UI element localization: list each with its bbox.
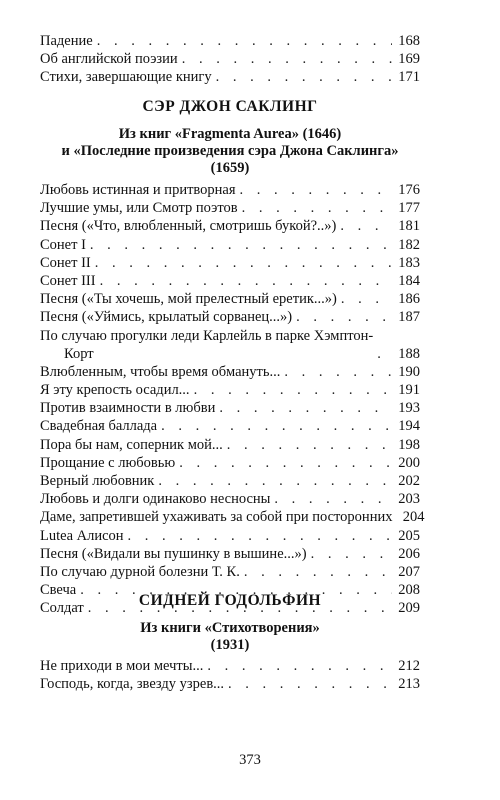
entry-title: Сонет II: [40, 254, 91, 271]
toc-list-godolphin: [40, 657, 420, 693]
toc-entry: [40, 181, 420, 199]
entry-page: 207: [398, 563, 420, 580]
book-heading: [40, 126, 420, 177]
toc-entry: [40, 236, 420, 254]
leader-dots: [244, 563, 392, 581]
entry-page: 205: [398, 527, 420, 544]
toc-entry: [40, 657, 420, 675]
toc-entry: [40, 363, 420, 381]
leader-dots: [100, 272, 392, 290]
author-heading: СИДНЕЙ ГОДОЛЬФИН: [138, 592, 322, 609]
leader-dots: [161, 417, 392, 435]
entry-page: 193: [398, 400, 420, 417]
entry-title: Против взаимности в любви: [40, 400, 216, 417]
entry-title: Не приходи в мои мечты...: [40, 658, 204, 674]
book-heading-line: и «Последние произведения сэра Джона Саклинга»: [61, 143, 399, 159]
leader-dots: [219, 399, 392, 417]
toc-entry: [40, 50, 420, 68]
toc-entry: [40, 527, 420, 545]
toc-entry: [40, 490, 420, 508]
leader-dots: [240, 181, 392, 199]
leader-dots: [242, 199, 392, 217]
toc-entry: [40, 675, 420, 693]
entry-title: Лучшие умы, или Смотр поэтов: [40, 200, 238, 217]
book-heading-line: (1931): [210, 637, 250, 653]
toc-entry: [40, 308, 420, 326]
entry-title: Песня («Видали вы пушинку в вышине...»): [40, 545, 307, 562]
entry-title: Стихи, завершающие книгу: [40, 69, 212, 86]
leader-dots: [182, 50, 392, 68]
entry-title: По случаю дурной болезни Т. К.: [40, 563, 240, 580]
toc-entry: [40, 68, 420, 86]
leader-dots: [227, 436, 392, 454]
leader-dots: [341, 290, 392, 308]
entry-title-line: По случаю прогулки леди Карлейль в парке Хэмптон-: [40, 327, 374, 344]
toc-entry: [40, 290, 420, 308]
entry-page: 176: [398, 182, 420, 198]
toc-entry: [40, 399, 420, 417]
leader-dots: [274, 490, 392, 508]
entry-title: Сонет III: [40, 272, 96, 289]
leader-dots: [340, 217, 392, 235]
book-heading-line: (1659): [210, 160, 250, 176]
page-number: 373: [239, 752, 261, 768]
entry-title: Падение: [40, 33, 93, 49]
toc-entry: [40, 381, 420, 399]
entry-page: 208: [398, 582, 420, 599]
toc-entry: [40, 217, 420, 235]
leader-dots: [377, 345, 392, 363]
leader-dots: [194, 381, 392, 399]
entry-title: Сонет I: [40, 236, 86, 253]
entry-page: 200: [398, 454, 420, 471]
entry-title: Пора бы нам, соперник мой...: [40, 436, 223, 453]
entry-title: Песня («Уймись, крылатый сорванец...»): [40, 309, 293, 326]
entry-title: Влюбленным, чтобы время обмануть...: [40, 363, 281, 380]
book-heading-line: Из книг «Fragmenta Aurea» (1646): [118, 126, 342, 142]
entry-page: 171: [398, 69, 420, 86]
entry-page: 177: [398, 200, 420, 217]
toc-entry: [40, 545, 420, 563]
toc-entry: [40, 327, 420, 363]
leader-dots: [207, 657, 392, 675]
entry-title: Свадебная баллада: [40, 418, 158, 435]
toc-entry: [40, 32, 420, 50]
entry-page: 187: [398, 309, 420, 326]
entry-page: 202: [398, 473, 420, 489]
entry-title: Я эту крепость осадил...: [40, 382, 190, 399]
entry-page: 188: [398, 345, 420, 362]
toc-list-top: [40, 32, 420, 87]
entry-page: 181: [398, 218, 420, 235]
leader-dots: [179, 454, 392, 472]
entry-page: 209: [398, 600, 420, 617]
entry-page: 168: [398, 33, 420, 49]
entry-page: 198: [398, 436, 420, 453]
entry-page: 190: [398, 363, 420, 380]
leader-dots: [97, 32, 392, 50]
entry-page: 186: [398, 291, 420, 308]
leader-dots: [216, 68, 392, 86]
entry-title: [40, 327, 373, 363]
entry-page: 213: [398, 676, 420, 693]
entry-title: Даме, запретившей ухаживать за собой при посторонних: [40, 509, 393, 526]
entry-page: 204: [402, 509, 425, 526]
leader-dots: [296, 308, 392, 326]
entry-page: 182: [398, 236, 420, 253]
entry-title: Прощание с любовью: [40, 454, 176, 471]
entry-title: Свеча: [40, 582, 77, 599]
entry-title: Господь, когда, звезду узрев...: [40, 676, 225, 693]
entry-title: Песня («Что, влюбленный, смотришь букой?..»): [40, 218, 337, 235]
leader-dots: [128, 527, 392, 545]
entry-page: 206: [398, 545, 420, 562]
toc-entry: [40, 454, 420, 472]
entry-title: Верный любовник: [40, 473, 155, 489]
entry-page: 183: [398, 254, 420, 271]
toc-entry: [40, 272, 420, 290]
toc-entry: [40, 508, 425, 526]
entry-title: Lutea Алисон: [40, 527, 124, 544]
toc-entry: [40, 472, 420, 490]
leader-dots: [95, 254, 392, 272]
entry-title: Об английской поэзии: [40, 51, 178, 68]
entry-page: 203: [398, 491, 420, 508]
toc-entry: [40, 417, 420, 435]
toc-entry: [40, 563, 420, 581]
book-heading-line: Из книги «Стихотворения»: [140, 620, 320, 636]
book-heading: [40, 620, 420, 654]
entry-title: Солдат: [40, 600, 84, 617]
leader-dots: [158, 472, 392, 490]
entry-title-continuation: Корт: [64, 345, 94, 362]
entry-page: 191: [398, 382, 420, 399]
entry-page: 194: [398, 418, 420, 435]
leader-dots: [228, 675, 392, 693]
toc-entry: [40, 254, 420, 272]
leader-dots: [284, 363, 392, 381]
toc-list-suckling: [40, 181, 425, 618]
leader-dots: [90, 236, 392, 254]
toc-entry: [40, 199, 420, 217]
entry-page: 184: [398, 272, 420, 289]
entry-title: Любовь и долги одинаково несносны: [40, 491, 271, 508]
leader-dots: [311, 545, 392, 563]
author-heading: СЭР ДЖОН САКЛИНГ: [142, 98, 318, 115]
entry-title: Песня («Ты хочешь, мой прелестный еретик...»): [40, 291, 337, 308]
toc-entry: [40, 436, 420, 454]
entry-title: Любовь истинная и притворная: [40, 182, 236, 198]
entry-page: 212: [398, 658, 420, 674]
entry-page: 169: [398, 51, 420, 68]
